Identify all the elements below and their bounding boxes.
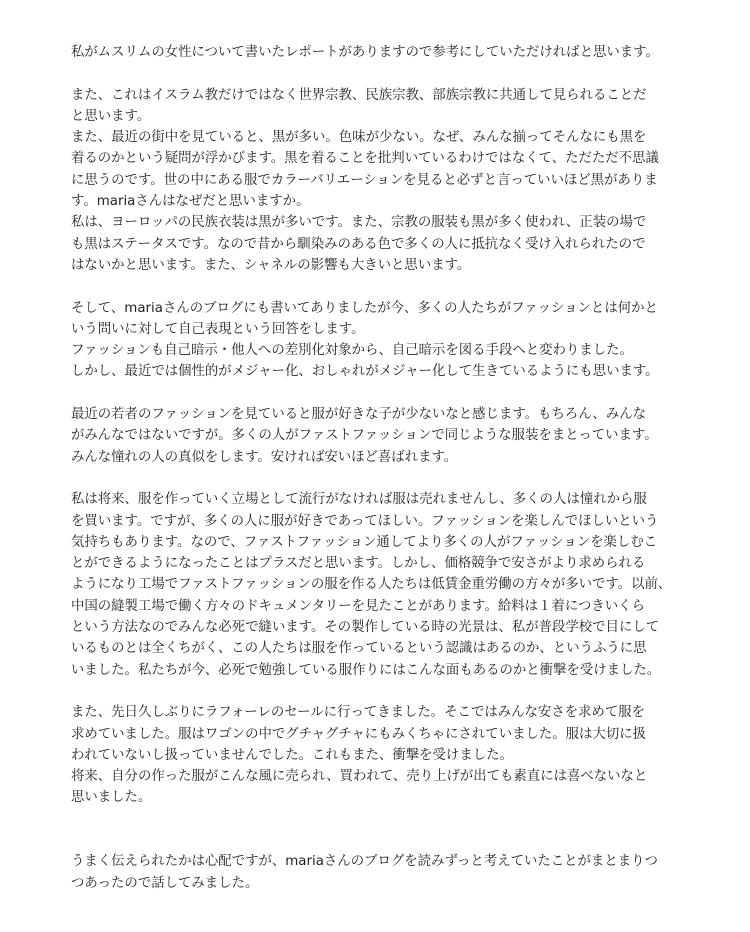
text-line: 中国の縫製工場で働く方々のドキュメンタリーを見たことがあります。給料は１着につきいくら (71, 598, 645, 614)
text-line: 気持ちもあります。なので、ファストファッション通してより多くの人がファッションを楽しむこ (71, 534, 658, 550)
text-line: がみんなではないですが。多くの人がファストファッションで同じような服装をまとっています。 (71, 428, 658, 444)
paragraph-1 (71, 42, 691, 63)
text-line: うまく伝えられたかは心配ですが、mariaさんのブログを読みずっと考えていたことがまとまりつ (71, 854, 658, 870)
paragraph-spacer (71, 63, 691, 84)
text-line: われていないし扱っていませんでした。これもまた、衝撃を受けました。 (71, 747, 513, 763)
text-line: みんな憧れの人の真似をします。安ければ安いほど喜ばれます。 (71, 449, 458, 465)
paragraph-spacer (71, 809, 691, 852)
text-line: また、これはイスラム教だけではなく世界宗教、民族宗教、部族宗教に共通して見られることだ (71, 87, 647, 103)
text-line: す。mariaさんはなぜだと思いますか。 (71, 194, 310, 210)
text-line: ようになり工場でファストファッションの服を作る人たちは低賃金重労働の方々が多いです。以前、 (71, 577, 672, 593)
text-line: に思うのです。世の中にある服でカラーバリエーションを見ると必ずと言っていいほど黒がありま (71, 172, 658, 188)
paragraph-spacer (71, 468, 691, 489)
text-line: 求めていました。服はワゴンの中でグチャグチャにもみくちゃにされていました。服は大切に扱 (71, 726, 646, 742)
text-line: 着るのかという疑問が浮かびます。黒を着ることを批判いているわけではなくて、ただただ不思議 (71, 151, 659, 167)
text-line: 私がムスリムの女性について書いたレポートがありますので参考にしていただければと思います。 (71, 45, 659, 60)
text-line: そして、mariaさんのブログにも書いてありましたが今、多くの人たちがファッションとは何かと (71, 300, 658, 316)
text-line: 思いました。 (71, 790, 152, 806)
text-line: また、先日久しぶりにラフォーレのセールに行ってきました。そこではみんな安さを求めて服を (71, 705, 646, 721)
text-line: 最近の若者のファッションを見ていると服が好きな子が少ないなと感じます。もちろん、みんな (71, 407, 646, 423)
paragraph-5 (71, 489, 691, 681)
paragraph-spacer (71, 383, 691, 404)
text-line: とができるようになったことはプラスだと思います。しかし、価格競争で安さがより求められる (71, 556, 646, 572)
paragraph-6 (71, 702, 691, 808)
paragraph-2 (71, 85, 691, 277)
paragraph-3 (71, 298, 691, 383)
paragraph-7 (71, 851, 691, 894)
text-line: いう問いに対して自己表現という回答をします。 (71, 321, 365, 337)
text-line: を買います。ですが、多くの人に服が好きであってほしい。ファッションを楽しんでほしいという (71, 513, 659, 529)
paragraph-spacer (71, 276, 691, 297)
text-line: という方法なのでみんな必死で縫います。その製作している時の光景は、私が普段学校で目にして (71, 620, 660, 636)
text-line: と思います。 (71, 108, 151, 124)
paragraph-4 (71, 404, 691, 468)
text-line: 将来、自分の作った服がこんな風に売られ、買われて、売り上げが出ても素直には喜べないなと (71, 769, 648, 785)
paragraph-spacer (71, 681, 691, 702)
text-line: 私は将来、服を作っていく立場として流行がなければ服は売れませんし、多くの人は憧れから服 (71, 492, 647, 508)
text-line: また、最近の街中を見ていると、黒が多い。色味が少ない。なぜ、みんな揃ってそんなにも黒を (71, 130, 647, 146)
text-line: ファッションも自己暗示・他人への差別化対象から、自己暗示を図る手段へと変わりました。 (71, 343, 633, 359)
text-line: しかし、最近では個性的がメジャー化、おしゃれがメジャー化して生きているようにも思います。 (71, 364, 659, 380)
text-line: 私は、ヨーロッパの民族衣装は黒が多いです。また、宗教の服装も黒が多く使われ、正装の場で (71, 215, 647, 231)
text-line: はないかと思います。また、シャネルの影響も大きいと思います。 (71, 257, 471, 273)
text-line: も黒はステータスです。なので昔から馴染みのある色で多くの人に抵抗なく受け入れられたので (71, 236, 646, 252)
text-line: いました。私たちが今、必死で勉強している服作りにはこんな面もあるのかと衝撃を受けました。 (71, 662, 661, 678)
text-line: いるものとは全くちがく、この人たちは服を作っているという認識はあるのか、というふうに思 (71, 641, 647, 657)
text-line: つあったので話してみました。 (71, 875, 259, 891)
letter-body (71, 42, 691, 894)
